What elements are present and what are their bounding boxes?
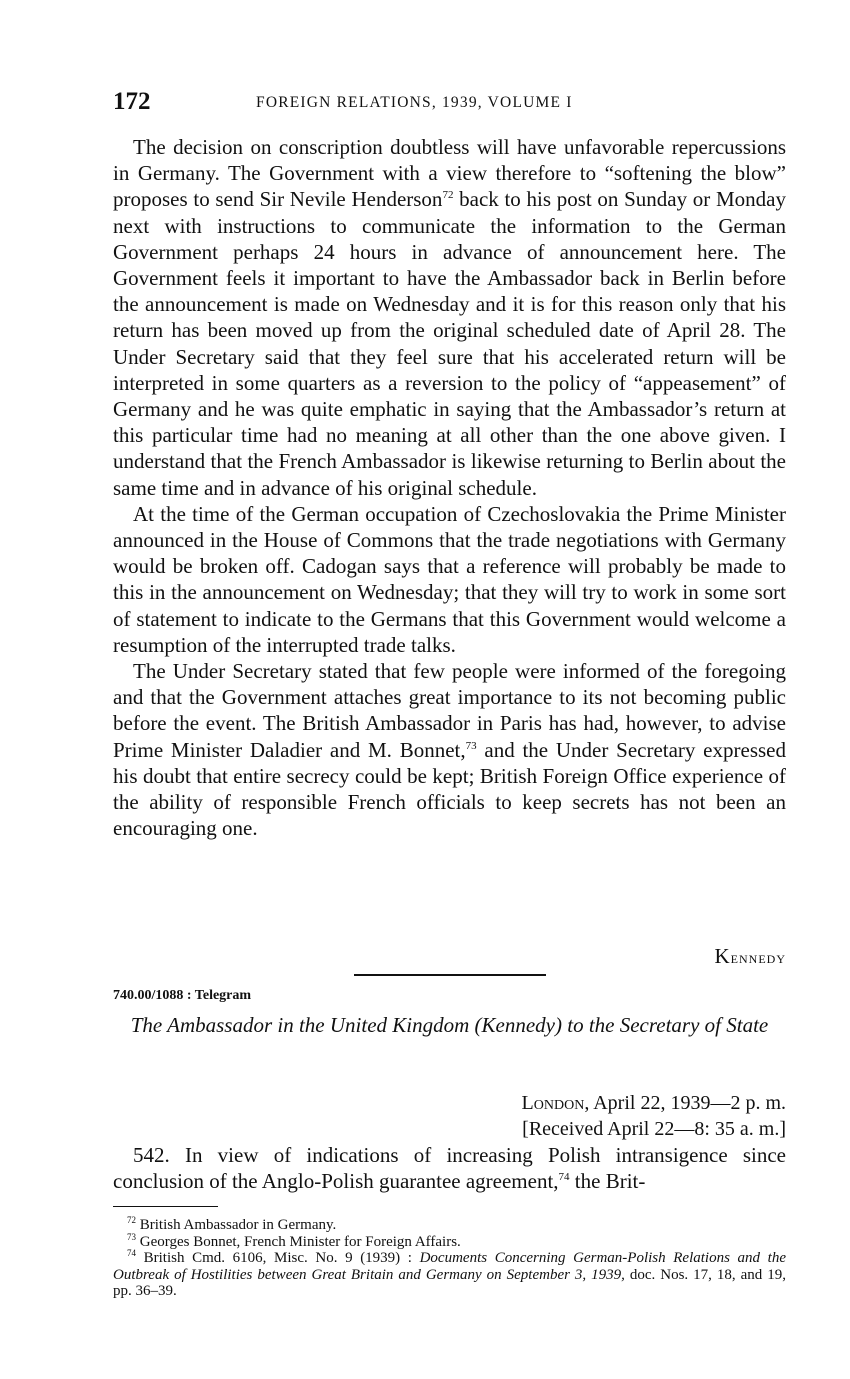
footnote-ref[interactable]: 74 <box>558 1171 570 1184</box>
body-text <box>113 134 786 841</box>
date-line <box>522 1091 786 1117</box>
footnote: $^{72}$ British Ambassador in Germany. <box>127 1215 337 1233</box>
footnote-ref[interactable]: 73 <box>465 739 477 752</box>
cited-title: Documents Concerning German-Polish Relations and the Outbreak of Hostilities between Great Britain and Germany on September 3, 1939, <box>113 1250 786 1283</box>
footnote-marker: 73 <box>127 1231 136 1242</box>
running-head <box>113 88 786 118</box>
page-number: 172 <box>113 88 151 115</box>
telegram-text <box>113 1142 786 1194</box>
footnote: $^{74}$ British Cmd. 6106, Misc. No. 9 (1939) : Documents Concerning German-Polish Relations and the Outbreak of Hostilities between Great Britain and Germany on September 3, 1939, doc. Nos. 17, 18, and 19, pp. 36–39. <box>113 1248 786 1299</box>
footnote-marker: 72 <box>127 1215 136 1225</box>
date: , April 22, 1939—2 p. m. <box>584 1092 786 1114</box>
footnote: $^{73}$ Georges Bonnet, French Minister for Foreign Affairs. <box>127 1231 461 1250</box>
paragraph: The Under Secretary stated that few people were informed of the foregoing and that the Government attaches great importance to its not becoming public before the event. The British Ambassador in Paris has had, however, to advise Prime Minister Daladier and M. Bonnet,$^{73}$ and the Under Secretary expressed his doubt that entire secrecy could be kept; British Foreign Office experience of the ability of responsible French officials to keep secrets has not been an encouraging one. <box>113 659 786 841</box>
section-divider <box>354 974 546 976</box>
running-title: FOREIGN RELATIONS, 1939, VOLUME I <box>256 94 573 111</box>
file-number: 740.00/1088 : Telegram <box>113 988 252 1003</box>
footnote-ref[interactable]: 72 <box>442 189 454 202</box>
document-heading: The Ambassador in the United Kingdom (Kennedy) to the Secretary of State <box>130 1013 769 1037</box>
footnote-marker: 74 <box>127 1248 136 1258</box>
footnotes <box>113 1217 786 1300</box>
paragraph: The decision on conscription doubtless will have unfavorable repercussions in Germany. The Government with a view therefore to “softening the blow” proposes to send Sir Nevile Henderson$^{72}$ back to his post on Sunday or Monday next with instructions to communicate the information to the German Government perhaps 24 hours in advance of announcement here. The Government feels it important to have the Ambassador back in Berlin before the announcement is made on Wednesday and it is for this reason only that his return has been moved up from the original scheduled date of April 28. The Under Secretary said that they feel sure that his accelerated return will be interpreted in some quarters as a reversion to the policy of “appeasement” of Germany and he was quite emphatic in saying that the Ambassador’s return at this particular time had no meaning at all other than the one above given. I understand that the French Ambassador is likewise returning to Berlin about the same time and in advance of his original schedule. <box>113 135 786 500</box>
place: London <box>521 1092 585 1114</box>
footnote-divider <box>113 1206 218 1207</box>
dateline <box>522 1091 786 1142</box>
paragraph: 542. In view of indications of increasing Polish intransigence since conclusion of the Anglo-Polish guarantee agreement,$^{74}$ the Brit- <box>113 1143 786 1194</box>
paragraph: At the time of the German occupation of Czechoslovakia the Prime Minister announced in the House of Commons that the trade negotiations with Germany would be broken off. Cadogan says that a reference will probably be made to this in the announcement on Wednesday; that they will try to work in some sort of statement to indicate to the Germans that this Government would welcome a resumption of the interrupted trade talks. <box>113 501 786 657</box>
received-line: [Received April 22—8: 35 a. m.] <box>522 1117 786 1140</box>
signature: Kennedy <box>714 944 786 968</box>
